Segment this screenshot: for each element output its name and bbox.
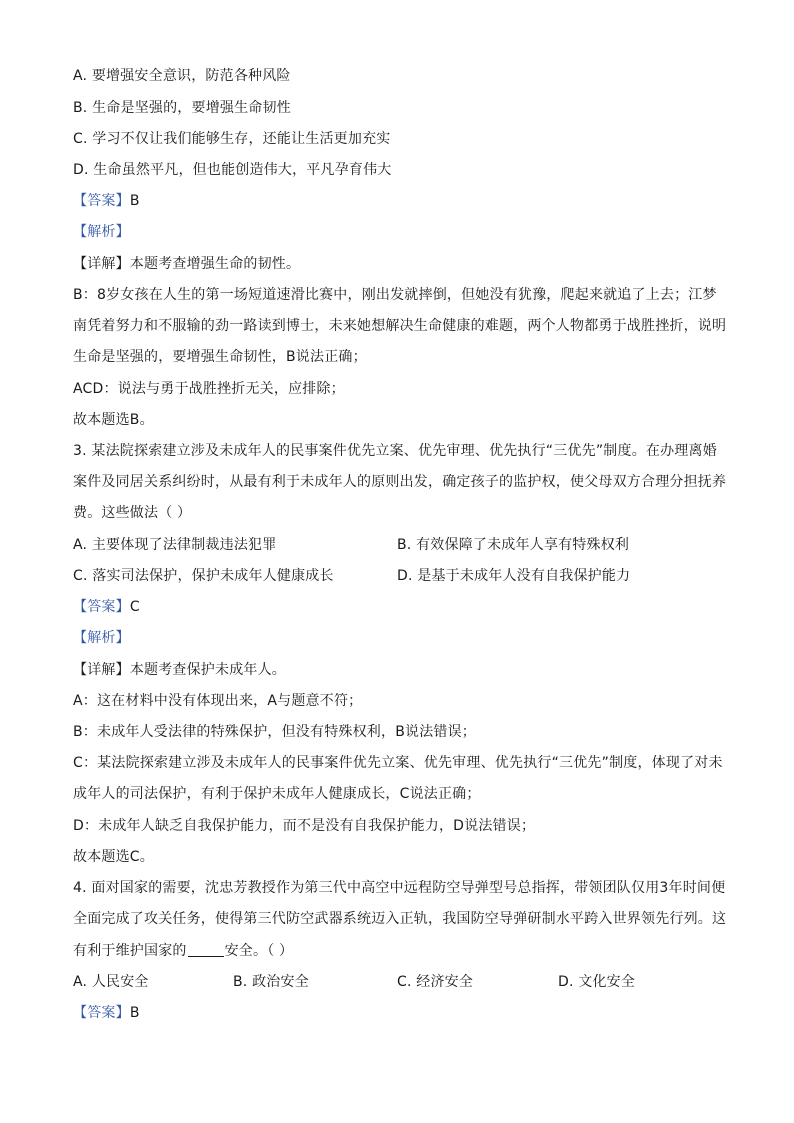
q3-option-b: B. 有效保障了未成年人享有特殊权利 [397,537,630,553]
answer-value: B [129,1005,140,1021]
q2-option-d: D. 生命虽然平凡，但也能创造伟大，平凡孕育伟大 [73,162,392,178]
q2-option-a: A. 要增强安全意识，防范各种风险 [73,68,291,84]
q2-expl-line: B：8岁女孩在人生的第一场短道速滑比赛中，刚出发就摔倒，但她没有犹豫，爬起来就追了上去；江梦 [73,287,717,303]
detail-tag: 【详解】 [73,662,130,678]
answer-blank [188,942,224,957]
answer-value: B [129,193,140,209]
q3-stem-line: 费。这些做法（ ） [73,505,192,521]
detail-tag: 【详解】 [73,256,130,272]
q4-option-d: D. 文化安全 [558,974,636,990]
q3-analysis-tag: 【解析】 [73,630,130,646]
q3-expl-line: C：某法院探索建立涉及未成年人的民事案件优先立案、优先审理、优先执行“三优先”制度，体现了对未 [73,755,723,771]
q4-stem-line: 全面完成了攻关任务，使得第三代防空武器系统迈入正轨，我国防空导弹研制水平跨入世界领先行列。这 [73,911,727,927]
q4-stem-after-blank: 安全。（ ） [224,943,294,959]
q3-expl-line: 故本题选C。 [73,849,154,865]
q2-expl-line: 生命是坚强的，要增强生命韧性，B说法正确； [73,349,367,365]
q4-stem-line: 4. 面对国家的需要，沈忠芳教授作为第三代中高空中远程防空导弹型号总指挥，带领团队仅用3年时间便 [73,880,726,896]
q2-option-b: B. 生命是坚强的，要增强生命韧性 [73,100,291,116]
q2-answer [73,191,140,211]
q3-option-c: C. 落实司法保护，保护未成年人健康成长 [73,568,334,584]
q3-detail [73,660,286,680]
q3-expl-line: 成年人的司法保护，有利于保护未成年人健康成长，C说法正确； [73,786,481,802]
q2-detail [73,254,300,274]
q3-stem-line: 案件及同居关系纠纷时，从最有利于未成年人的原则出发，确定孩子的监护权，使父母双方合理分担抚养 [73,474,727,490]
q2-option-c: C. 学习不仅让我们能够生存，还能让生活更加充实 [73,131,391,147]
detail-text: 本题考查增强生命的韧性。 [129,256,301,272]
q4-option-a: A. 人民安全 [73,974,149,990]
q3-expl-line: D：未成年人缺乏自我保护能力，而不是没有自我保护能力，D说法错误； [73,818,536,834]
q3-answer [73,597,140,617]
q2-expl-line: 故本题选B。 [73,412,154,428]
q3-stem-line: 3. 某法院探索建立涉及未成年人的民事案件优先立案、优先审理、优先执行“三优先”制度。在办理离婚 [73,443,717,459]
q2-expl-line: 南凭着努力和不服输的劲一路读到博士，未来她想解决生命健康的难题，两个人物都勇于战胜挫折，说明 [73,318,727,334]
answer-tag: 【答案】 [73,599,130,615]
answer-tag: 【答案】 [73,193,130,209]
q4-stem-line [73,941,293,961]
answer-value: C [129,599,140,615]
q3-expl-line: B：未成年人受法律的特殊保护，但没有特殊权利，B说法错误； [73,724,477,740]
q4-option-c: C. 经济安全 [397,974,474,990]
q4-options-row [73,972,673,992]
q2-analysis-tag: 【解析】 [73,224,130,240]
q3-options-row-2 [73,566,713,586]
q3-option-d: D. 是基于未成年人没有自我保护能力 [397,568,631,584]
q3-expl-line: A：这在材料中没有体现出来，A与题意不符； [73,693,363,709]
answer-tag: 【答案】 [73,1005,130,1021]
q3-option-a: A. 主要体现了法律制裁违法犯罪 [73,537,277,553]
q4-stem-before-blank: 有利于维护国家的 [73,943,187,959]
q2-expl-line: ACD：说法与勇于战胜挫折无关，应排除； [73,381,345,397]
q3-options-row-1 [73,535,713,555]
q4-option-b: B. 政治安全 [233,974,309,990]
q4-answer [73,1003,140,1023]
detail-text: 本题考查保护未成年人。 [129,662,287,678]
